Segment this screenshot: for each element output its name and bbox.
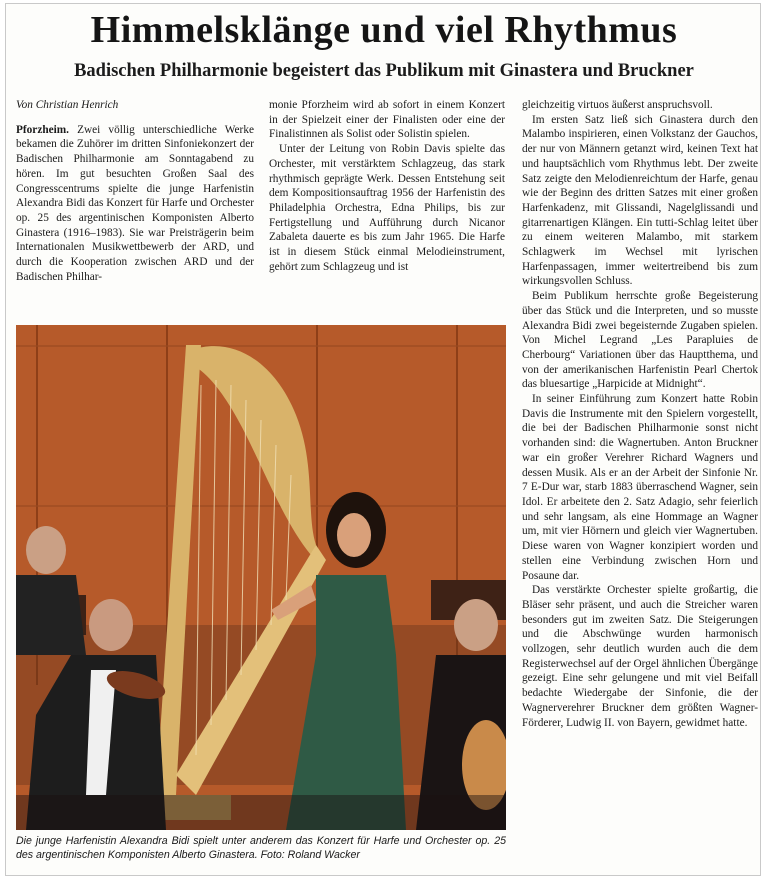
concert-photo	[16, 325, 506, 830]
paragraph	[16, 123, 254, 285]
article-column-1	[16, 98, 254, 330]
paragraph-text: Zwei völlig unterschiedliche Werke bekamen die Zuhörer im dritten Sinfoniekonzert der Badischen Philharmonie am Sonntagabend zu hören. Im gut besuchten Großen Saal des Congresscentrums spielte die junge Harfenistin Alexandra Bidi das Konzert für Harfe und Orchester op. 25 des argentinischen Komponisten Alberto Ginastera (1916–1983). Sie war Preisträgerin beim Internationalen Musikwettbewerb der ARD, und durch die Kooperation zwischen ARD und der Badischen Philhar-	[16, 123, 254, 283]
article-column-2	[269, 98, 505, 330]
paragraph: gleichzeitig virtuos äußerst anspruchsvoll.	[522, 99, 713, 111]
dateline: Pforzheim.	[16, 123, 70, 136]
paragraph: Beim Publikum herrschte große Begeisterung über das Stück und die Interpreten, und so musste Alexandra Bidi zwei begeisternde Zugaben spielen. Von Michel Legrand „Les Parapluies de Cherbourg“ Variationen über das Hauptthema, und von der amerikanischen Harfenistin Pearl Chertok das bluesartige „Harpicide at Midnight“.	[522, 290, 758, 391]
subheadline: Badischen Philharmonie begeistert das Publikum mit Ginastera und Bruckner	[74, 61, 694, 81]
article-column-3	[522, 98, 758, 868]
paragraph: Im ersten Satz ließ sich Ginastera durch den Malambo inspirieren, einen Volkstanz der Gauchos, der nur von Männern getanzt wird, keinen Text hat und hauptsächlich vom Rhythmus lebt. Der zweite Satz zeigte den Melodienreichtum der Harfe, genau wie der Beginn des dritten Satzes mit einer großen Harfenkadenz, mit Glissandi, Nagelglissandi und gitarrenartigen Klängen. Ein tutti-Schlag leitet über zu einem weiteren Malambo, mit starkem Schlagwerk im Wechsel mit lyrischen Harfenpassagen, immer weitertreibend bis zum wirkungsvollen Schluss.	[522, 113, 758, 288]
paragraph: In seiner Einführung zum Konzert hatte Robin Davis die Instrumente mit den Spielern vorgestellt, die bei der Badischen Philharmonie sonst nicht vorhanden sind: die Wagnertuben. Anton Bruckner war ein großer Verehrer Richard Wagners und dessen Musik. Als er an der Arbeit der Sinfonie Nr. 7 E-Dur war, starb 1883 überraschend Wagner, sein Idol. Er arbeitete den 2. Satz Adagio, sehr feierlich und sehr langsam, als eine Hommage an Wagner um, mit vier Hörnern und gleich vier Wagnertuben. Diese waren von Wagner konzipiert worden und stellen eine Verbindung zwischen Horn und Posaune dar.	[522, 393, 758, 582]
paragraph: Das verstärkte Orchester spielte großartig, die Bläser sehr präsent, und auch die Streicher waren besonders gut im zweiten Satz. Die Steigerungen und die Abschwünge wurden harmonisch vollzogen, sehr deutlich wurden auch die dem Registerwechsel auf der Orgel ähnlichen Übergänge gezeigt. Eine sehr gelungene und mit viel Beifall bedachte Wiedergabe der Sinfonie, die der Wagnerverehrer Bruckner dem größten Wagner-Förderer, Ludwig II. von Bayern, gewidmet hatte.	[522, 584, 758, 729]
paragraph: Unter der Leitung von Robin Davis spielte das Orchester, mit verstärktem Schlagzeug, das stark rhythmisch geprägte Werk. Dessen Entstehung seit dem Kompositionsauftrag 1956 der Harfenistin des Philadelphia Orchestra, Edna Philips, bis zur Fertigstellung und Aufführung durch Nicanor Zabaleta dauerte es bis zum Jahr 1965. Die Harfe ist in diesem Stück einmal Melodieinstrument, gehört zum Schlagzeug und ist	[269, 143, 505, 273]
byline: Von Christian Henrich	[16, 99, 119, 111]
concert-photo-illustration	[16, 325, 506, 830]
paragraph: monie Pforzheim wird ab sofort in einem Konzert in der Spielzeit einer der Finalisten oder eine der Finalistinnen als Solist oder Solistin spielen.	[269, 99, 505, 141]
headline: Himmelsklänge und viel Rhythmus	[90, 9, 678, 51]
photo-caption: Die junge Harfenistin Alexandra Bidi spielt unter anderem das Konzert für Harfe und Orchester op. 25 des argentinischen Komponisten Alberto Ginastera. Foto: Roland Wacker	[16, 835, 506, 861]
